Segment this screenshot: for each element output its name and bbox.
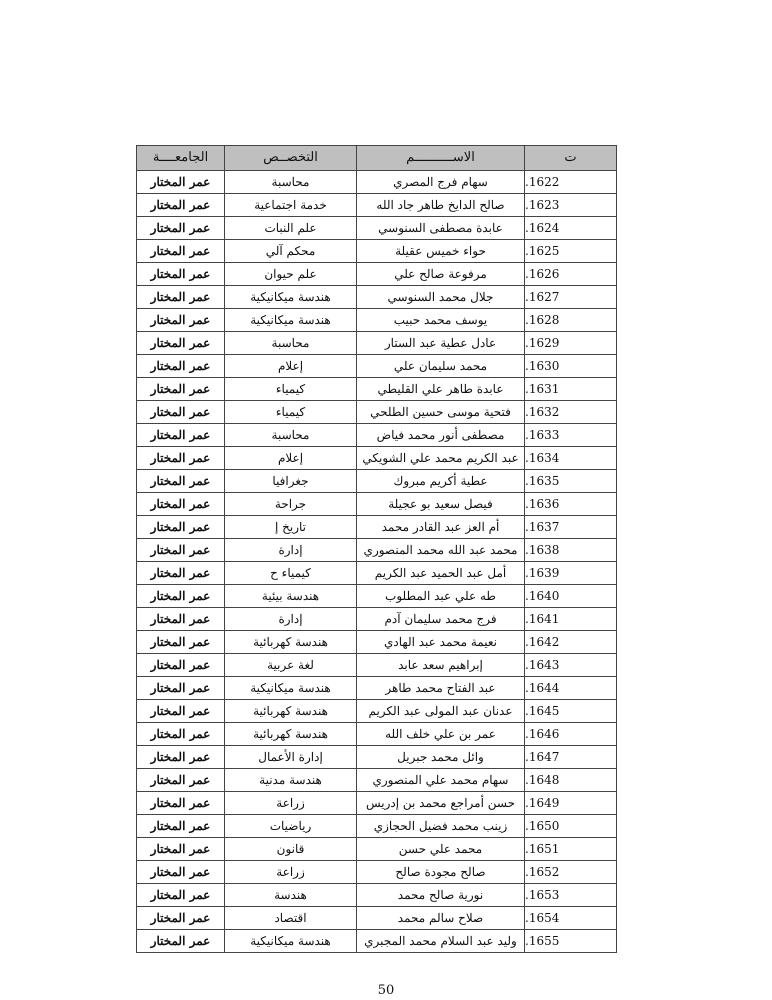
specialization-cell: اقتصاد: [225, 907, 357, 930]
table-row: [137, 171, 617, 194]
table-row: [137, 286, 617, 309]
number-cell: .1648: [525, 769, 617, 792]
table-row: [137, 539, 617, 562]
specialization-cell: خدمة اجتماعية: [225, 194, 357, 217]
name-cell: عطية أكريم مبروك: [357, 470, 525, 493]
specialization-cell: إعلام: [225, 355, 357, 378]
header-number: ت: [525, 146, 617, 171]
university-cell: عمر المختار: [137, 677, 225, 700]
number-cell: .1654: [525, 907, 617, 930]
name-cell: عابدة طاهر علي القليطي: [357, 378, 525, 401]
specialization-cell: محاسبة: [225, 424, 357, 447]
university-cell: عمر المختار: [137, 217, 225, 240]
university-cell: عمر المختار: [137, 654, 225, 677]
name-cell: مصطفى أنور محمد فياض: [357, 424, 525, 447]
page-number: 50: [377, 983, 395, 998]
specialization-cell: قانون: [225, 838, 357, 861]
table-row: [137, 217, 617, 240]
specialization-cell: جغرافيا: [225, 470, 357, 493]
number-cell: .1645: [525, 700, 617, 723]
university-cell: عمر المختار: [137, 263, 225, 286]
university-cell: عمر المختار: [137, 815, 225, 838]
table-row: [137, 700, 617, 723]
name-cell: فرج محمد سليمان آدم: [357, 608, 525, 631]
specialization-cell: زراعة: [225, 792, 357, 815]
university-cell: عمر المختار: [137, 562, 225, 585]
specialization-cell: هندسة كهربائية: [225, 631, 357, 654]
university-cell: عمر المختار: [137, 470, 225, 493]
university-cell: عمر المختار: [137, 769, 225, 792]
name-cell: عبد الفتاح محمد طاهر: [357, 677, 525, 700]
table-row: [137, 378, 617, 401]
university-cell: عمر المختار: [137, 493, 225, 516]
specialization-cell: لغة عربية: [225, 654, 357, 677]
number-cell: .1626: [525, 263, 617, 286]
name-cell: إبراهيم سعد عابد: [357, 654, 525, 677]
university-cell: عمر المختار: [137, 608, 225, 631]
number-cell: .1653: [525, 884, 617, 907]
name-cell: صالح مجودة صالح: [357, 861, 525, 884]
university-cell: عمر المختار: [137, 516, 225, 539]
header-specialization: التخصــص: [225, 146, 357, 171]
table-row: [137, 907, 617, 930]
number-cell: .1624: [525, 217, 617, 240]
table-row: [137, 562, 617, 585]
table-row: [137, 930, 617, 953]
number-cell: .1639: [525, 562, 617, 585]
table-row: [137, 838, 617, 861]
table-row: [137, 677, 617, 700]
name-cell: سهام محمد علي المنصوري: [357, 769, 525, 792]
number-cell: .1640: [525, 585, 617, 608]
university-cell: عمر المختار: [137, 700, 225, 723]
number-cell: .1631: [525, 378, 617, 401]
name-cell: حواء خميس عقيلة: [357, 240, 525, 263]
name-cell: نورية صالح محمد: [357, 884, 525, 907]
number-cell: .1642: [525, 631, 617, 654]
university-cell: عمر المختار: [137, 907, 225, 930]
university-cell: عمر المختار: [137, 332, 225, 355]
specialization-cell: محاسبة: [225, 171, 357, 194]
specialization-cell: إعلام: [225, 447, 357, 470]
specialization-cell: إدارة: [225, 539, 357, 562]
name-cell: فتحية موسى حسين الطلحي: [357, 401, 525, 424]
university-cell: عمر المختار: [137, 930, 225, 953]
table-row: [137, 746, 617, 769]
specialization-cell: كيمياء: [225, 401, 357, 424]
number-cell: .1650: [525, 815, 617, 838]
university-cell: عمر المختار: [137, 539, 225, 562]
number-cell: .1625: [525, 240, 617, 263]
university-cell: عمر المختار: [137, 861, 225, 884]
table-row: [137, 263, 617, 286]
table-row: [137, 355, 617, 378]
specialization-cell: هندسة ميكانيكية: [225, 286, 357, 309]
table-row: [137, 815, 617, 838]
table-row: [137, 861, 617, 884]
number-cell: .1643: [525, 654, 617, 677]
name-cell: فيصل سعيد بو عجيلة: [357, 493, 525, 516]
header-name: الاســــــــــم: [357, 146, 525, 171]
number-cell: .1627: [525, 286, 617, 309]
university-cell: عمر المختار: [137, 171, 225, 194]
number-cell: .1651: [525, 838, 617, 861]
table-row: [137, 884, 617, 907]
specialization-cell: هندسة كهربائية: [225, 723, 357, 746]
name-cell: أم العز عبد القادر محمد: [357, 516, 525, 539]
number-cell: .1633: [525, 424, 617, 447]
number-cell: .1652: [525, 861, 617, 884]
specialization-cell: محاسبة: [225, 332, 357, 355]
table-row: [137, 723, 617, 746]
specialization-cell: هندسة مدنية: [225, 769, 357, 792]
table-row: [137, 309, 617, 332]
university-cell: عمر المختار: [137, 309, 225, 332]
number-cell: .1622: [525, 171, 617, 194]
number-cell: .1655: [525, 930, 617, 953]
specialization-cell: هندسة بيئية: [225, 585, 357, 608]
name-cell: عدنان عبد المولى عبد الكريم: [357, 700, 525, 723]
name-cell: طه علي عبد المطلوب: [357, 585, 525, 608]
university-cell: عمر المختار: [137, 631, 225, 654]
table-row: [137, 424, 617, 447]
name-cell: عمر بن علي خلف الله: [357, 723, 525, 746]
table-row: [137, 585, 617, 608]
university-cell: عمر المختار: [137, 838, 225, 861]
university-cell: عمر المختار: [137, 723, 225, 746]
table-row: [137, 194, 617, 217]
university-cell: عمر المختار: [137, 792, 225, 815]
specialization-cell: هندسة ميكانيكية: [225, 677, 357, 700]
table-row: [137, 769, 617, 792]
header-university: الجامعــــة: [137, 146, 225, 171]
number-cell: .1623: [525, 194, 617, 217]
table-row: [137, 470, 617, 493]
name-cell: أمل عبد الحميد عبد الكريم: [357, 562, 525, 585]
number-cell: .1629: [525, 332, 617, 355]
number-cell: .1632: [525, 401, 617, 424]
number-cell: .1634: [525, 447, 617, 470]
specialization-cell: زراعة: [225, 861, 357, 884]
table-row: [137, 447, 617, 470]
name-cell: نعيمة محمد عبد الهادي: [357, 631, 525, 654]
university-cell: عمر المختار: [137, 401, 225, 424]
table-row: [137, 654, 617, 677]
specialization-cell: كيمياء ح: [225, 562, 357, 585]
number-cell: .1637: [525, 516, 617, 539]
university-cell: عمر المختار: [137, 424, 225, 447]
name-cell: صلاح سالم محمد: [357, 907, 525, 930]
specialization-cell: إدارة: [225, 608, 357, 631]
name-cell: عادل عطية عبد الستار: [357, 332, 525, 355]
graduates-table: [136, 145, 617, 953]
name-cell: محمد سليمان علي: [357, 355, 525, 378]
table-row: [137, 332, 617, 355]
table-header-row: [137, 146, 617, 171]
specialization-cell: محكم آلي: [225, 240, 357, 263]
specialization-cell: علم حيوان: [225, 263, 357, 286]
number-cell: .1638: [525, 539, 617, 562]
specialization-cell: جراحة: [225, 493, 357, 516]
university-cell: عمر المختار: [137, 447, 225, 470]
name-cell: عابدة مصطفى السنوسي: [357, 217, 525, 240]
name-cell: سهام فرج المصري: [357, 171, 525, 194]
university-cell: عمر المختار: [137, 585, 225, 608]
specialization-cell: رياضيات: [225, 815, 357, 838]
table-row: [137, 631, 617, 654]
name-cell: وليد عبد السلام محمد المجبري: [357, 930, 525, 953]
number-cell: .1628: [525, 309, 617, 332]
university-cell: عمر المختار: [137, 378, 225, 401]
table-body: [137, 171, 617, 953]
specialization-cell: تاريخ إ: [225, 516, 357, 539]
number-cell: .1636: [525, 493, 617, 516]
name-cell: حسن أمراجع محمد بن إدريس: [357, 792, 525, 815]
name-cell: محمد عبد الله محمد المنصوري: [357, 539, 525, 562]
table-row: [137, 608, 617, 631]
name-cell: يوسف محمد حبيب: [357, 309, 525, 332]
specialization-cell: كيمياء: [225, 378, 357, 401]
number-cell: .1647: [525, 746, 617, 769]
name-cell: جلال محمد السنوسي: [357, 286, 525, 309]
table-row: [137, 401, 617, 424]
number-cell: .1646: [525, 723, 617, 746]
university-cell: عمر المختار: [137, 746, 225, 769]
specialization-cell: هندسة كهربائية: [225, 700, 357, 723]
number-cell: .1649: [525, 792, 617, 815]
name-cell: مرفوعة صالح علي: [357, 263, 525, 286]
name-cell: وائل محمد جبريل: [357, 746, 525, 769]
table-row: [137, 240, 617, 263]
name-cell: زينب محمد فضيل الحجازي: [357, 815, 525, 838]
specialization-cell: هندسة ميكانيكية: [225, 309, 357, 332]
specialization-cell: هندسة ميكانيكية: [225, 930, 357, 953]
table-row: [137, 516, 617, 539]
name-cell: صالح الدايخ طاهر جاد الله: [357, 194, 525, 217]
university-cell: عمر المختار: [137, 240, 225, 263]
university-cell: عمر المختار: [137, 286, 225, 309]
table-row: [137, 792, 617, 815]
specialization-cell: علم النبات: [225, 217, 357, 240]
table-row: [137, 493, 617, 516]
name-cell: محمد علي حسن: [357, 838, 525, 861]
specialization-cell: هندسة: [225, 884, 357, 907]
number-cell: .1644: [525, 677, 617, 700]
university-cell: عمر المختار: [137, 355, 225, 378]
name-cell: عبد الكريم محمد علي الشويكي: [357, 447, 525, 470]
specialization-cell: إدارة الأعمال: [225, 746, 357, 769]
university-cell: عمر المختار: [137, 884, 225, 907]
number-cell: .1641: [525, 608, 617, 631]
number-cell: .1630: [525, 355, 617, 378]
university-cell: عمر المختار: [137, 194, 225, 217]
number-cell: .1635: [525, 470, 617, 493]
